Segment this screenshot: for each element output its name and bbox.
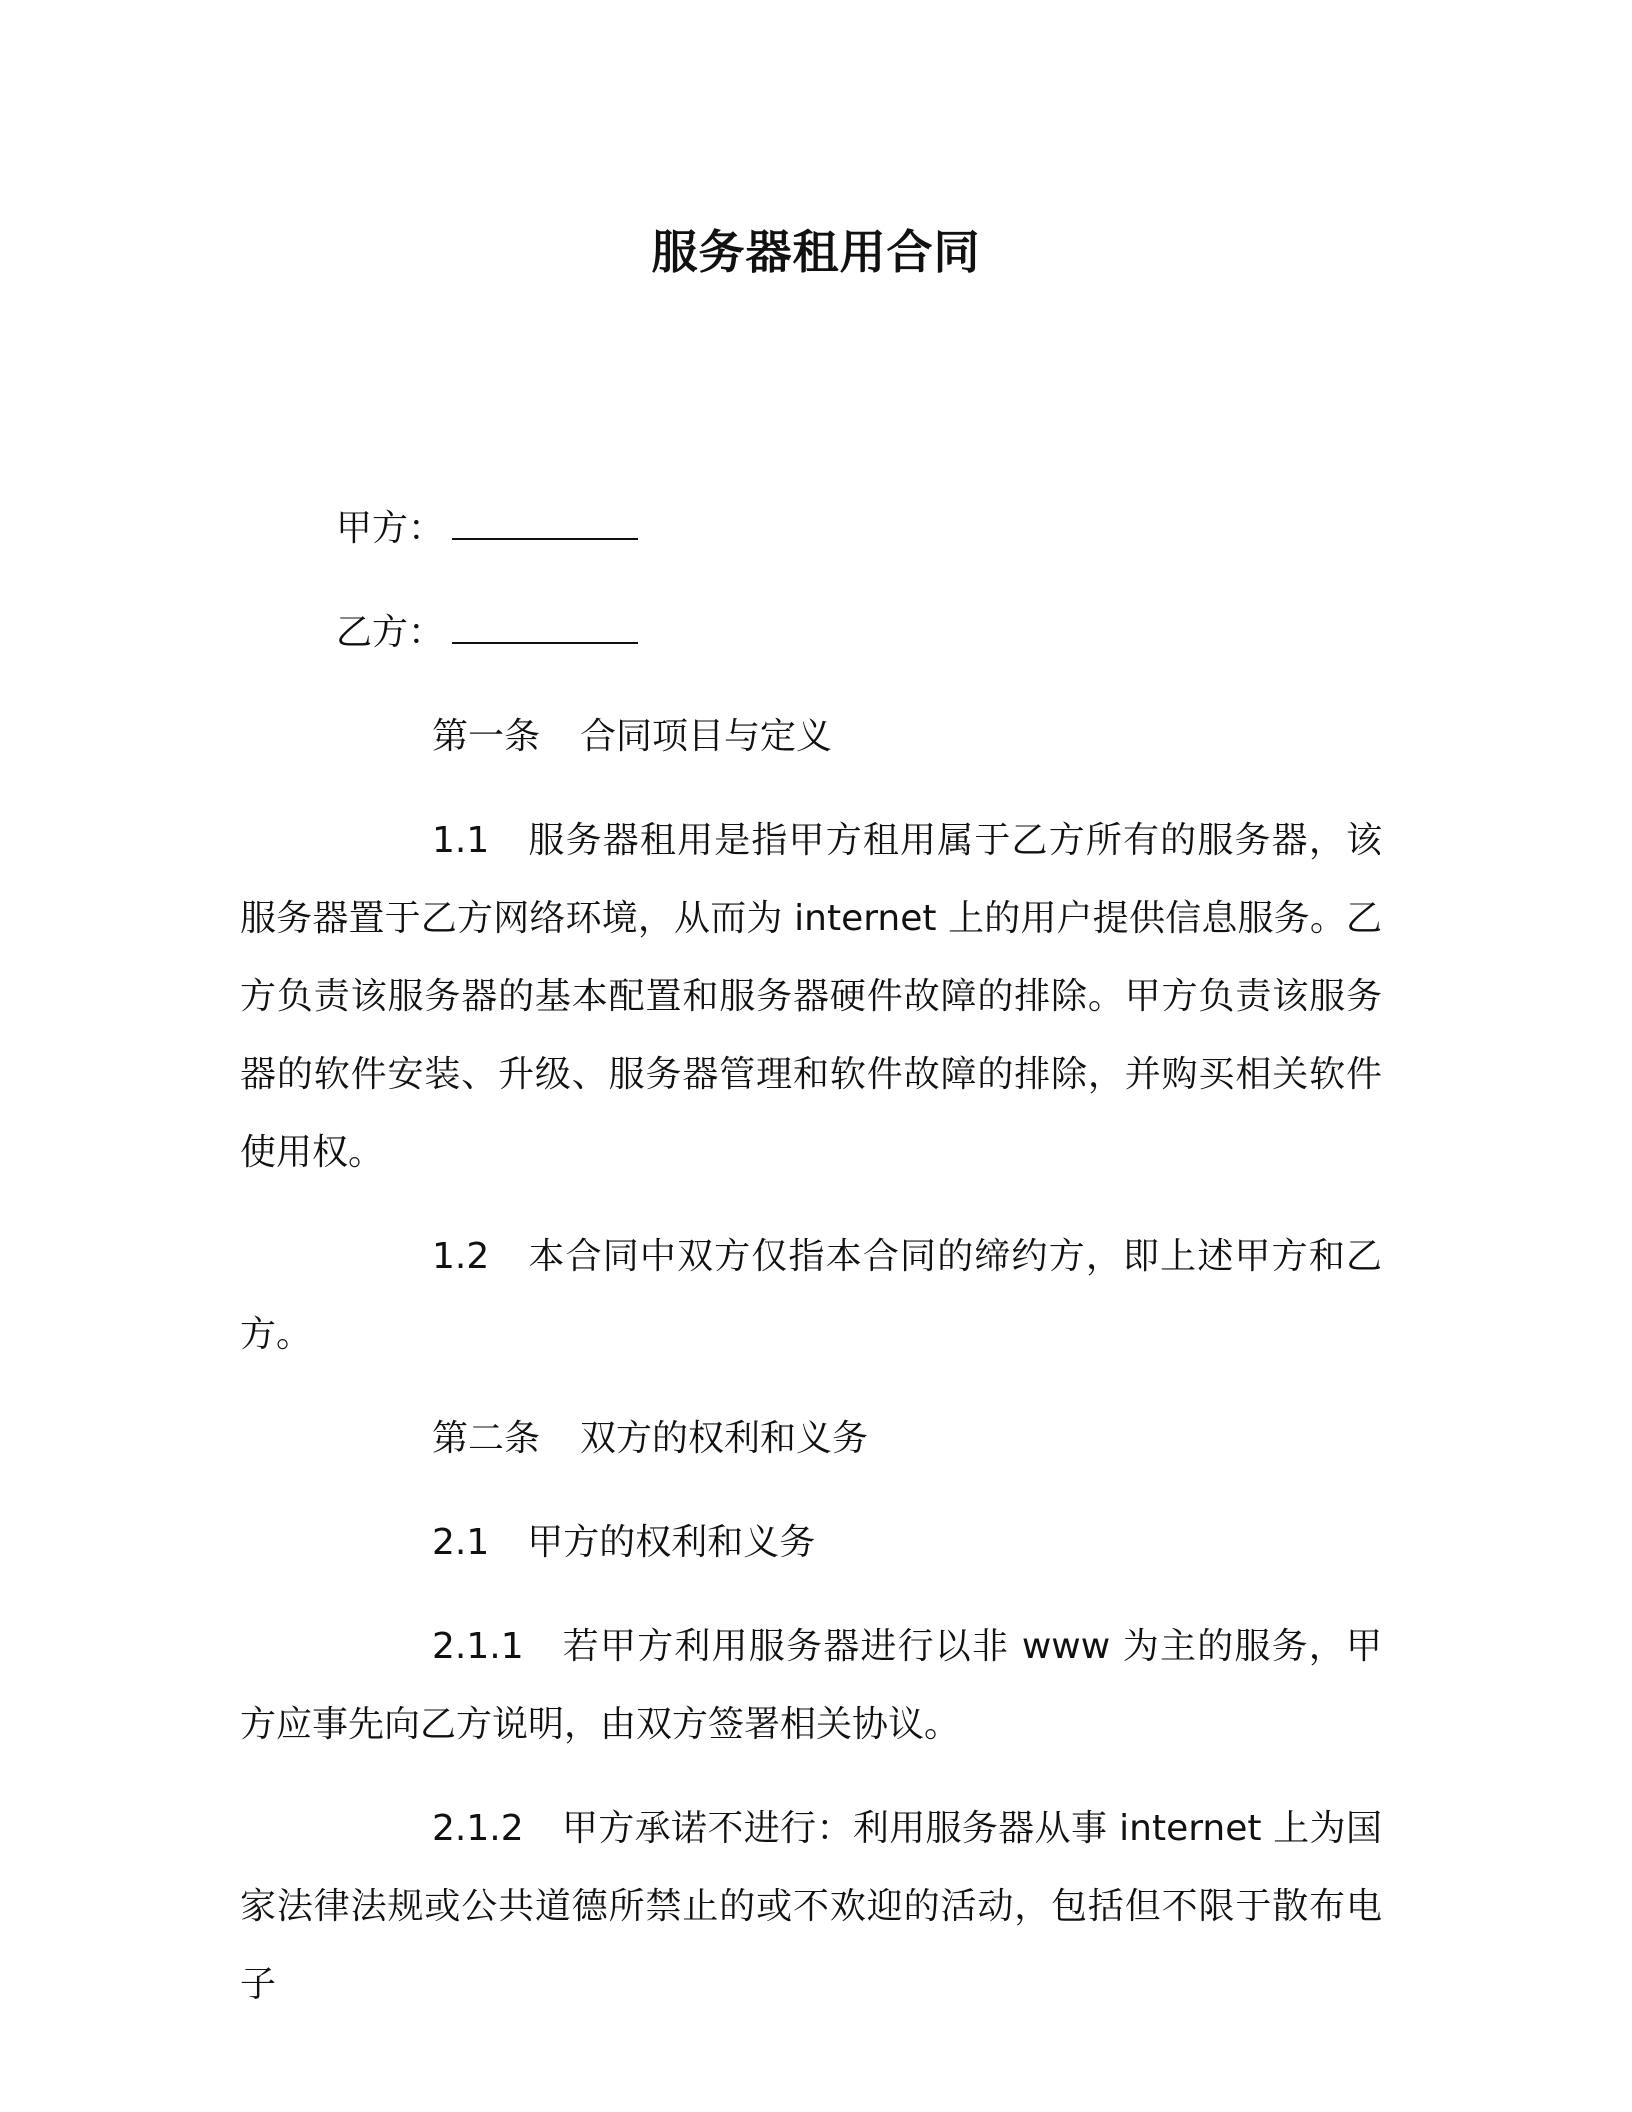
document-body xyxy=(240,490,1382,2050)
party-a-blank xyxy=(452,508,638,540)
clause-1-2 xyxy=(240,1218,1382,1374)
clause-2-1 xyxy=(240,1504,1382,1582)
article-2-heading xyxy=(240,1400,1382,1478)
article-number: 第一条 xyxy=(432,716,541,757)
article-title: 双方的权利和义务 xyxy=(580,1418,869,1459)
clause-1-1 xyxy=(240,802,1382,1192)
clause-number: 1.1 xyxy=(432,820,490,861)
clause-number: 2.1.1 xyxy=(432,1626,524,1667)
clause-text: 本合同中双方仅指本合同的缔约方，即上述甲方和乙方。 xyxy=(240,1236,1382,1355)
clause-number: 2.1 xyxy=(432,1522,490,1563)
clause-number: 1.2 xyxy=(432,1236,490,1277)
document-title: 服务器租用合同 xyxy=(651,225,981,279)
party-b-label: 乙方： xyxy=(336,612,445,653)
article-title: 合同项目与定义 xyxy=(580,716,833,757)
clause-text: 甲方的权利和义务 xyxy=(527,1522,816,1563)
party-a-label: 甲方： xyxy=(336,508,445,549)
clause-text: 服务器租用是指甲方租用属于乙方所有的服务器，该服务器置于乙方网络环境，从而为 internet 上的用户提供信息服务。乙方负责该服务器的基本配置和服务器硬件故障的排除。甲方负责该服务器的软件安装、升级、服务器管理和软件故障的排除，并购买相关软件使用权。 xyxy=(240,820,1382,1173)
clause-2-1-1 xyxy=(240,1608,1382,1764)
clause-number: 2.1.2 xyxy=(432,1808,524,1849)
party-b-blank xyxy=(452,612,638,644)
article-number: 第二条 xyxy=(432,1418,541,1459)
clause-text: 甲方承诺不进行：利用服务器从事 internet 上为国家法律法规或公共道德所禁止的或不欢迎的活动，包括但不限于散布电子 xyxy=(240,1808,1382,2005)
party-b-line xyxy=(240,594,1382,672)
clause-2-1-2 xyxy=(240,1790,1382,2024)
article-1-heading xyxy=(240,698,1382,776)
party-a-line xyxy=(240,490,1382,568)
clause-text: 若甲方利用服务器进行以非 www 为主的服务，甲方应事先向乙方说明，由双方签署相关协议。 xyxy=(240,1626,1382,1745)
